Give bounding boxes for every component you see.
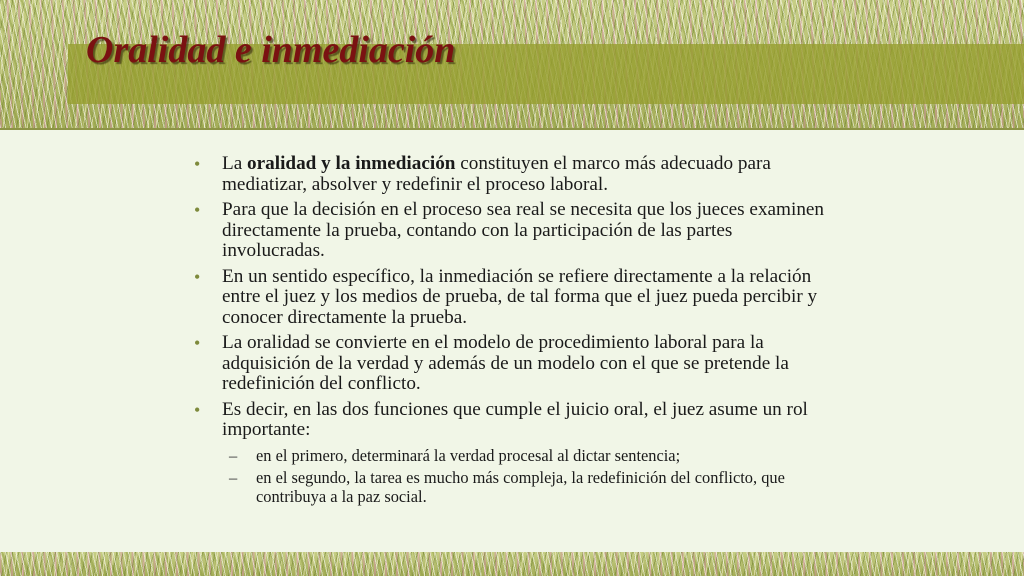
bullet-item-2 — [188, 200, 838, 262]
sub-bullet-item-2 — [222, 469, 838, 506]
bullet-text-1-bold: oralidad y la inmediación — [247, 153, 456, 174]
bullet-text-1a: La — [222, 153, 248, 174]
sub-bullet-text-2: en el segundo, la tarea es mucho más compleja, la redefinición del conflicto, que contribuya a la paz social. — [256, 468, 785, 506]
sub-bullet-list — [222, 447, 838, 507]
sub-bullet-text-1: en el primero, determinará la verdad procesal al dictar sentencia; — [256, 445, 681, 465]
bullet-item-3 — [188, 267, 838, 329]
bullet-text-2: Para que la decisión en el proceso sea real se necesita que los jueces examinen directamente la prueba, contando con la participación de las partes involucradas. — [222, 199, 825, 261]
bullet-text-3: En un sentido específico, la inmediación se refiere directamente a la relación entre el juez y los medios de prueba, de tal forma que el juez pueda percibir y conocer directamente la prueba. — [222, 265, 818, 328]
slide-title: Oralidad e inmediación — [86, 29, 456, 71]
bullet-icon: • — [194, 333, 201, 353]
bullet-item-4 — [188, 333, 838, 395]
bullet-icon: • — [194, 154, 201, 174]
bullet-text-4: La oralidad se convierte en el modelo de procedimiento laboral para la adquisición de la verdad y además de un modelo con el que se pretende la redefinición del conflicto. — [222, 332, 789, 394]
bullet-icon: • — [194, 266, 201, 287]
bullet-list — [188, 154, 838, 506]
bullet-text-1b: constituyen el marco más adecuado para mediatizar, absolver y redefinir el proceso laboral. — [222, 153, 771, 195]
header-divider — [0, 128, 1024, 130]
dash-icon: – — [229, 445, 238, 465]
bullet-item-1 — [188, 154, 838, 195]
bullet-icon: • — [194, 200, 201, 220]
bullet-item-5 — [188, 400, 838, 507]
bullet-text-5: Es decir, en las dos funciones que cumple el juicio oral, el juez asume un rol importante: — [222, 398, 808, 440]
bullet-icon: • — [194, 399, 201, 420]
sub-bullet-item-1 — [222, 447, 838, 466]
footer-grass-background — [0, 552, 1024, 576]
slide-content — [188, 154, 838, 511]
dash-icon: – — [229, 468, 238, 487]
